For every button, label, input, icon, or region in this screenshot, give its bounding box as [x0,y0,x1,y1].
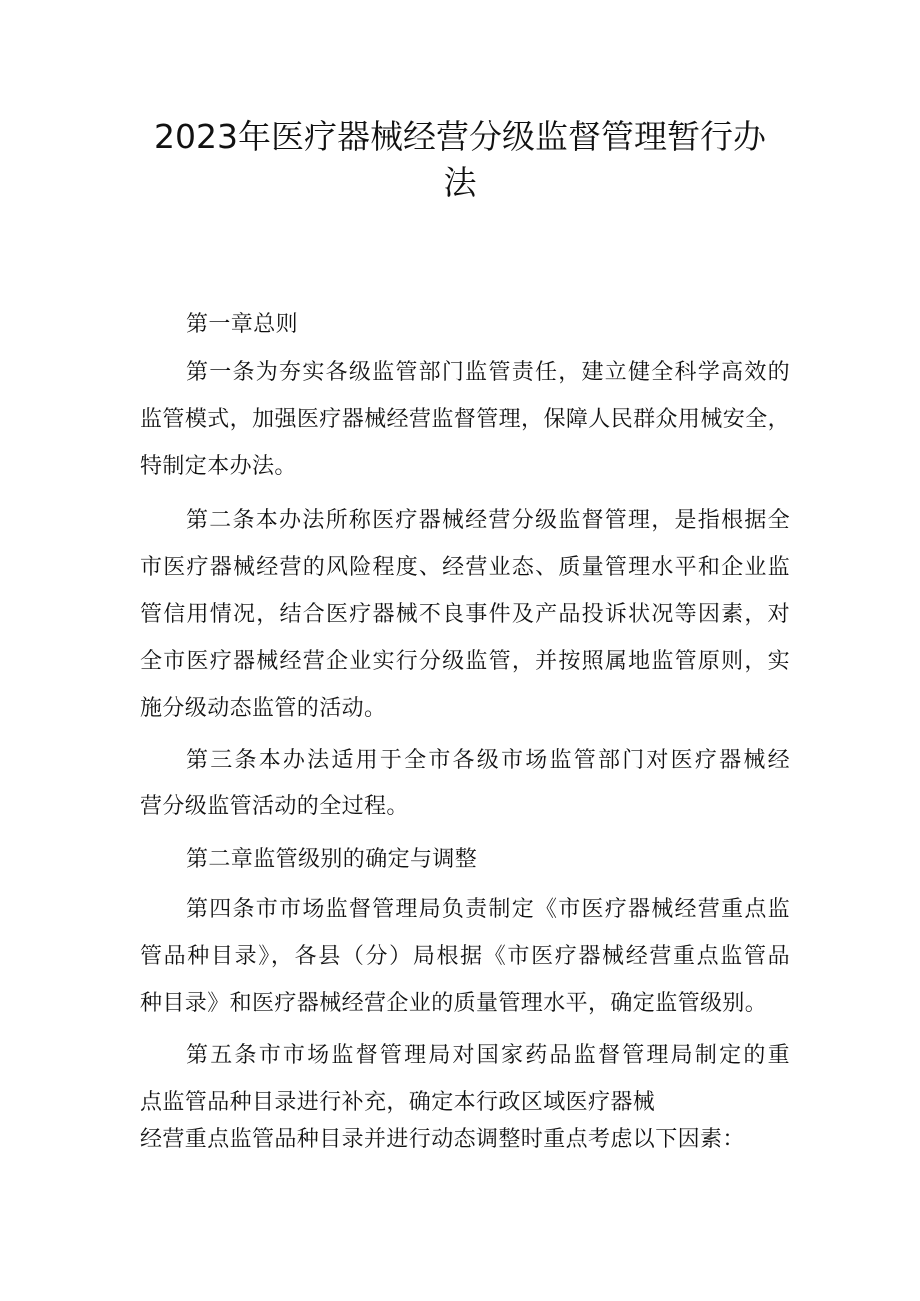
article-4-line-3: 种目录》和医疗器械经营企业的质量管理水平，确定监管级别。 [140,991,768,1016]
article-4-line-1: 第四条市市场监督管理局负责制定《市医疗器械经营重点监 [186,897,790,922]
article-2-line-1: 第二条本办法所称医疗器械经营分级监督管理，是指根据全 [186,508,790,533]
article-1-line-3: 特制定本办法。 [140,454,297,479]
chapter-2-heading: 第二章监管级别的确定与调整 [186,847,478,872]
article-2-line-3: 管信用情况，结合医疗器械不良事件及产品投诉状况等因素，对 [140,602,790,627]
article-2-line-2: 市医疗器械经营的风险程度、经营业态、质量管理水平和企业监 [140,555,790,580]
article-1-line-2: 监管模式，加强医疗器械经营监督管理，保障人民群众用械安全， [140,407,790,432]
article-3-line-1: 第三条本办法适用于全市各级市场监管部门对医疗器械经 [186,748,790,773]
document-title-line-2: 法 [443,163,477,202]
article-2-line-4: 全市医疗器械经营企业实行分级监管，并按照属地监管原则，实 [140,649,790,674]
article-5-line-1: 第五条市市场监督管理局对国家药品监督管理局制定的重 [186,1043,790,1068]
document-title-line-1: 2023年医疗器械经营分级监督管理暂行办 [154,117,766,156]
article-5-line-3: 经营重点监管品种目录并进行动态调整时重点考虑以下因素： [140,1127,745,1152]
article-5-line-2: 点监管品种目录进行补充，确定本行政区域医疗器械 [140,1090,656,1115]
article-3-line-2: 营分级监管活动的全过程。 [140,794,409,819]
article-2-line-5: 施分级动态监管的活动。 [140,696,387,721]
article-4-line-2: 管品种目录》，各县（分）局根据《市医疗器械经营重点监管品 [140,944,790,969]
article-1-line-1: 第一条为夯实各级监管部门监管责任，建立健全科学高效的 [186,360,790,385]
chapter-1-heading: 第一章总则 [186,312,299,337]
